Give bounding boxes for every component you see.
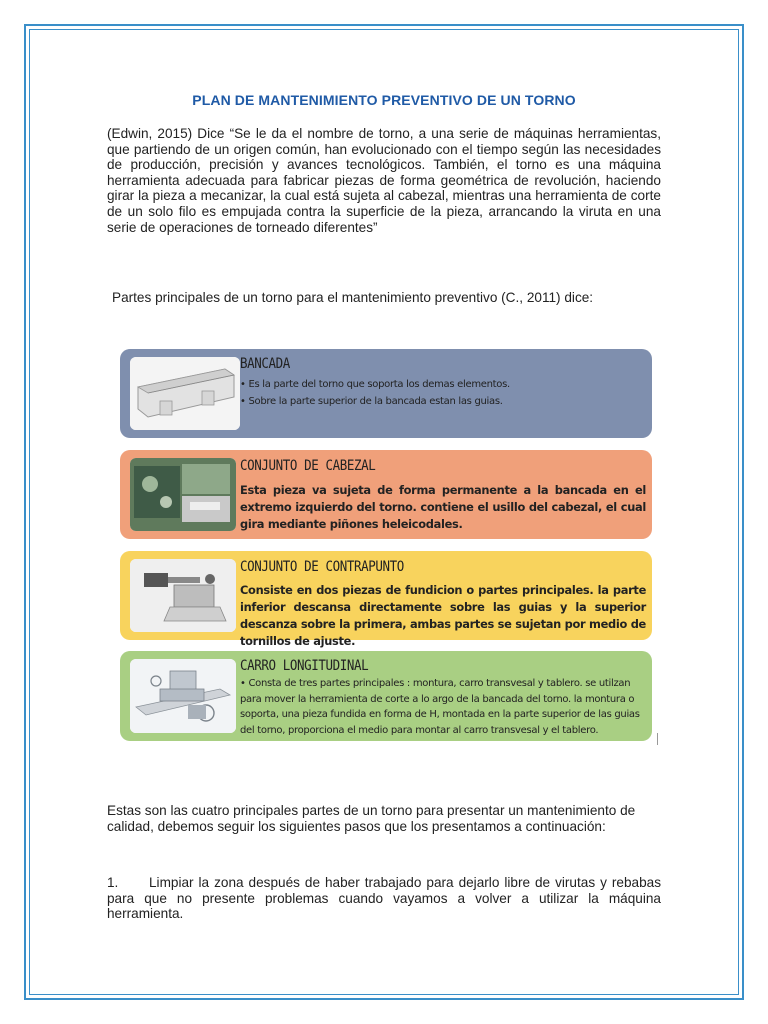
document-title: PLAN DE MANTENIMIENTO PREVENTIVO DE UN TORNO [192, 92, 576, 108]
card-contrapunto-text: Consiste en dos piezas de fundicion o partes principales. la parte inferior descansa directamente sobre las guias y la superior descanza sobre la primera, ambas partes se sujetan por medio de tornillos de ajuste. [240, 583, 646, 648]
step-1-number: 1. [107, 875, 119, 890]
step-1-text: Limpiar la zona después de haber trabajado para dejarlo libre de virutas y rebabas para que no presente problemas cuando vayamos a volver a utilizar la máquina herramienta. [107, 875, 661, 922]
card-bancada-bullet-2: • Sobre la parte superior de la bancada estan las guias. [240, 396, 503, 407]
closing-paragraph: Estas son las cuatro principales partes de un torno para presentar un mantenimiento de calidad, debemos seguir los siguientes pasos que los presentamos a continuación: [107, 803, 636, 834]
card-cabezal-title: CONJUNTO DE CABEZAL [240, 456, 376, 474]
lathe-bed-image [130, 357, 240, 430]
card-contrapunto-title: CONJUNTO DE CONTRAPUNTO [240, 557, 404, 575]
card-cabezal-text: Esta pieza va sujeta de forma permanente a la bancada en el extremo izquierdo del torno. contiene el usillo del cabezal, el cual gira mediante piñones heleicodales. [240, 483, 646, 531]
carriage-image [130, 659, 236, 733]
parts-intro: Partes principales de un torno para el mantenimiento preventivo (C., 2011) dice: [112, 290, 594, 305]
card-bancada-title: BANCADA [240, 354, 290, 372]
card-bancada-bullet-1: • Es la parte del torno que soporta los demas elementos. [240, 379, 510, 390]
tailstock-image [130, 559, 236, 632]
step-1 [107, 875, 661, 922]
headstock-image [130, 458, 236, 531]
card-carro-title: CARRO LONGITUDINAL [240, 656, 369, 674]
text-cursor-mark [657, 733, 658, 745]
intro-paragraph: (Edwin, 2015) Dice “Se le da el nombre de torno, a una serie de máquinas herramientas, que partiendo de un origen común, han evolucionado con el tiempo según las necesidades de producción, precisión y avances tecnológicos. También, el torno es una máquina herramienta adecuada para fabricar piezas de forma geométrica de revolución, haciendo girar la pieza a mecanizar, la cual está sujeta al cabezal, mientras una herramienta de corte de un solo filo es empujada contra la superficie de la pieza, arrancando la viruta en una serie de operaciones de torneado diferentes” [107, 126, 661, 235]
card-carro-text: • Consta de tres partes principales : montura, carro transvesal y tablero. se utilzan para mover la herramienta de corte a lo argo de la bancada del torno. la montura o soporta, una pieza fundida en forma de H, montada en la parte superior de las guias del torno, proporciona el medio para montar al carro transvesal y el tablero. [240, 678, 640, 736]
